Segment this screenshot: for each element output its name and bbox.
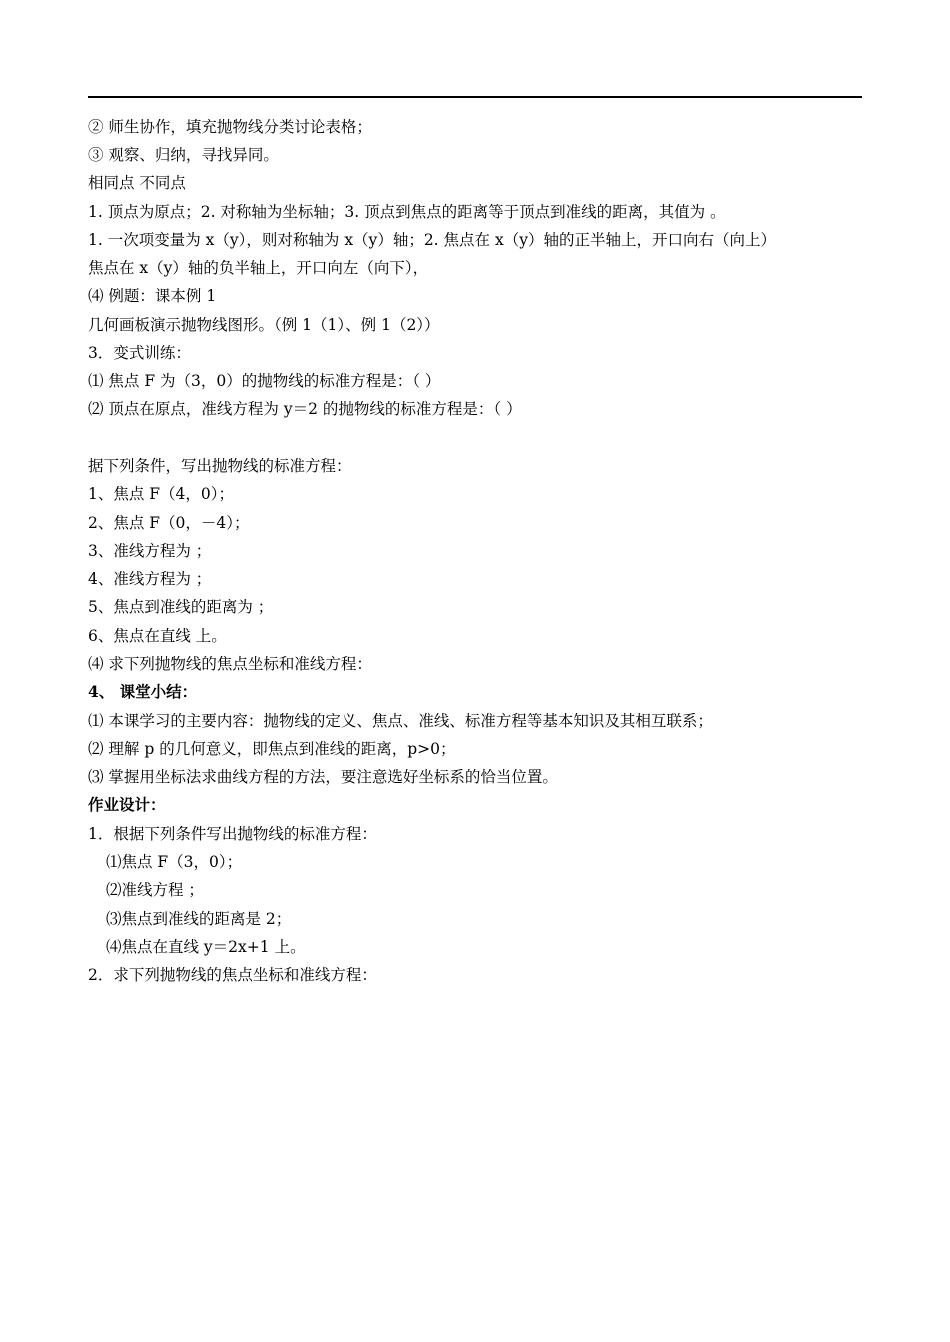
text-line: 1. 一次项变量为 x（y），则对称轴为 x（y）轴；2. 焦点在 x（y）轴的正半轴上，开口向右（向上）: [88, 231, 776, 249]
text-line: ⑵准线方程 ；: [106, 881, 204, 899]
text-line: ⑴ 焦点 F 为（3，0）的抛物线的标准方程是：（ ）: [88, 372, 441, 390]
text-line: ⑴焦点 F（3，0）；: [106, 853, 243, 871]
text-line: 1、焦点 F（4，0）；: [88, 485, 235, 503]
text-line: 5、焦点到准线的距离为 ；: [88, 598, 274, 616]
text-line: ⑵ 顶点在原点，准线方程为 y＝2 的抛物线的标准方程是：（ ）: [88, 400, 522, 418]
text-line: 3．变式训练：: [88, 344, 191, 362]
text-line: 6、焦点在直线 上。: [88, 627, 227, 645]
text-line: ⑵ 理解 p 的几何意义，即焦点到准线的距离，p>0；: [88, 740, 456, 758]
text-line: 焦点在 x（y）轴的负半轴上，开口向左（向下），: [88, 259, 429, 277]
text-line: ⑶ 掌握用坐标法求曲线方程的方法，要注意选好坐标系的恰当位置。: [88, 768, 558, 786]
text-line: ⑴ 本课学习的主要内容：抛物线的定义、焦点、准线、标准方程等基本知识及其相互联系；: [88, 712, 713, 730]
text-line: ② 师生协作，填充抛物线分类讨论表格；: [88, 118, 372, 136]
text-line: 几何画板演示抛物线图形。（例 1（1）、例 1（2））: [88, 316, 440, 334]
text-line: 2、焦点 F（0，－4）；: [88, 514, 250, 532]
section-heading: 作业设计：: [88, 795, 166, 814]
text-line: 2．求下列抛物线的焦点坐标和准线方程：: [88, 966, 377, 984]
text-line: 4、准线方程为 ；: [88, 570, 212, 588]
text-line: ③ 观察、归纳，寻找异同。: [88, 146, 279, 164]
text-line: ⑷焦点在直线 y＝2x+1 上。: [106, 938, 306, 956]
text-line: 3、准线方程为 ；: [88, 542, 212, 560]
text-line: ⑶焦点到准线的距离是 2；: [106, 910, 292, 928]
text-line: 1．根据下列条件写出抛物线的标准方程：: [88, 825, 377, 843]
section-heading: 4、 课堂小结：: [88, 682, 198, 701]
text-line: 1. 顶点为原点；2. 对称轴为坐标轴；3. 顶点到焦点的距离等于顶点到准线的距离，其值为 。: [88, 203, 726, 221]
text-line: ⑷ 例题：课本例 1: [88, 287, 217, 305]
header-rule: [88, 96, 862, 98]
text-line: 相同点 不同点: [88, 174, 186, 192]
text-line: 据下列条件，写出抛物线的标准方程：: [88, 457, 352, 475]
text-line: ⑷ 求下列抛物线的焦点坐标和准线方程：: [88, 655, 372, 673]
